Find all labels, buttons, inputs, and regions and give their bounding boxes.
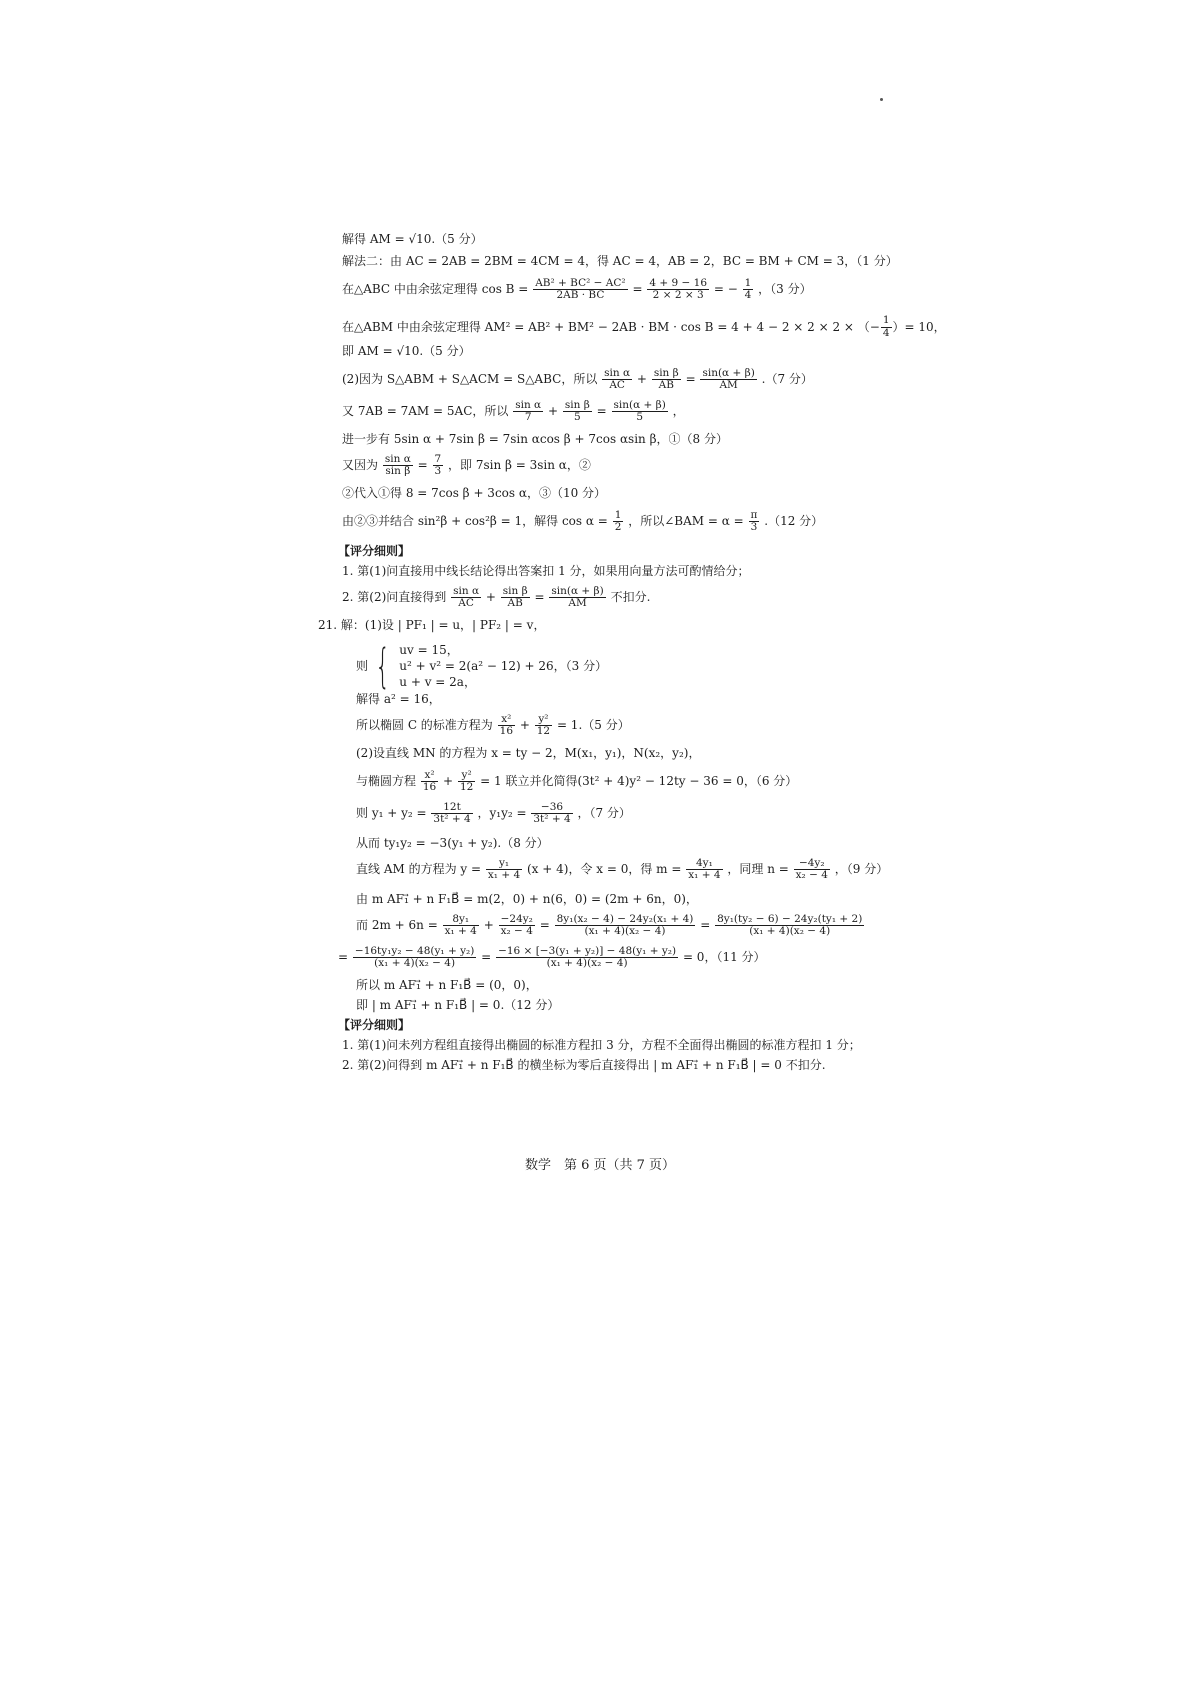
line-eq-1: 进一步有 5sin α + 7sin β = 7sin αcos β + 7cos αsin β，①（8 分） xyxy=(342,432,728,446)
grading-item-2b: 2. 第(2)问得到 m AF₁⃗ + n F₁B⃗ 的横坐标为零后直接得出 | m AF₁⃗ + n F₁B⃗ | = 0 不扣分. xyxy=(342,1058,826,1072)
line-am-squared: 在△ABM 中由余弦定理得 AM² = AB² + BM² − 2AB · BM · cos B = 4 + 4 − 2 × 2 × 2 × （− $\frac{1}{4}$ ）= 10， xyxy=(342,314,946,339)
fraction: $\frac{\text{sin α}}{7}$ xyxy=(515,399,542,424)
grading-item-1a: 1. 第(1)问直接用中线长结论得出答案扣 1 分，如果用向量方法可酌情给分； xyxy=(342,564,750,578)
line-angle-result: 由②③并结合 sin²β + cos²β = 1，解得 cos α = $\frac{1}{2}$ ，所以∠BAM = α = $\frac{\pi}{3}$ .（12 分） xyxy=(342,509,824,534)
fraction: $\frac{\text{sin β}}{AB}$ xyxy=(653,367,679,392)
line-magnitude-zero: 即 | m AF₁⃗ + n F₁B⃗ | = 0.（12 分） xyxy=(356,998,560,1012)
line-2m-6n: 而 2m + 6n = $\frac{\text{8y₁}}{\text{x₁ + 4}}$ + $\frac{\text{−24y₂}}{\text{x₂ − 4}}$ = $\frac{\text{8y₁(x₂ − 4) − 24y₂(x₁ + 4)}}{\text{(x₁ + 4)(x₂ − 4)}}$ = $\frac{\text{8y₁(ty₂ − 6) − 24y₂(ty₁ + 2)}}{\text{(x₁ + 4)(x₂ − 4)}}$ xyxy=(356,913,863,938)
page-footer: 数学 第 6 页（共 7 页） xyxy=(524,1158,676,1173)
fraction: $\frac{\text{AB² + BC² − AC²}}{2AB \cdot BC}$ xyxy=(535,277,626,302)
left-brace-icon: { xyxy=(375,639,390,693)
fraction: $\frac{\text{−16ty₁y₂ − 48(y₁ + y₂)}}{\text{(x₁ + 4)(x₂ − 4)}}$ xyxy=(354,945,475,970)
question-21-heading: 21. 解：(1)设 | PF₁ | = u，| PF₂ | = v， xyxy=(318,618,546,632)
line-simplify: = $\frac{\text{−16ty₁y₂ − 48(y₁ + y₂)}}{\text{(x₁ + 4)(x₂ − 4)}}$ = $\frac{\text{−16 × [−3(y₁ + y₂)] − 48(y₁ + y₂)}}{\text{(x₁ + 4)(x₂ − 4)}}$ = 0，（11 分） xyxy=(338,945,766,970)
fraction: $\frac{\text{y²}}{12}$ xyxy=(536,713,551,738)
fraction: $\frac{1}{4}$ xyxy=(882,314,890,339)
line-method-two: 解法二：由 AC = 2AB = 2BM = 4CM = 4，得 AC = 4，AB = 2，BC = BM + CM = 3，（1 分） xyxy=(342,254,898,268)
line-am-result-1: 解得 AM = √10.（5 分） xyxy=(342,232,483,246)
line-mn-setup: (2)设直线 MN 的方程为 x = ty − 2，M(x₁，y₁)，N(x₂，y₂)， xyxy=(356,746,701,760)
fraction: $\frac{\text{sin β}}{5}$ xyxy=(564,399,590,424)
fraction: $\frac{\text{8y₁}}{\text{x₁ + 4}}$ xyxy=(444,913,477,938)
solution-body xyxy=(318,232,946,1078)
equation-system: 则 { uv = 15， u² + v² = 2(a² − 12) + 26，（3 分） u + v = 2a， xyxy=(356,639,608,693)
fraction: $\frac{\text{4y₁}}{\text{x₁ + 4}}$ xyxy=(688,857,721,882)
fraction: $\frac{\text{x²}}{16}$ xyxy=(499,713,514,738)
fraction: $\frac{-36}{\text{3t² + 4}}$ xyxy=(533,801,571,826)
grading-item-2a: 1. 第(1)问未列方程组直接得出椭圆的标准方程扣 3 分，方程不全面得出椭圆的标准方程扣 1 分； xyxy=(342,1038,861,1052)
line-eq-3: ②代入①得 8 = 7cos β + 3cos α，③（10 分） xyxy=(342,486,607,500)
fraction: $\frac{\text{y₁}}{\text{x₁ + 4}}$ xyxy=(487,857,521,882)
line-vieta: 则 y₁ + y₂ = $\frac{12t}{\text{3t² + 4}}$ ，y₁y₂ = $\frac{-36}{\text{3t² + 4}}$ ，（7 分） xyxy=(356,801,631,826)
line-ty-relation: 从而 ty₁y₂ = −3(y₁ + y₂).（8 分） xyxy=(356,836,549,850)
line-am-equation: 直线 AM 的方程为 y = $\frac{\text{y₁}}{\text{x₁ + 4}}$ (x + 4)，令 x = 0，得 m = $\frac{\text{4y₁}}{\text{x₁ + 4}}$ ，同理 n = $\frac{\text{−4y₂}}{\text{x₂ − 4}}$ ，（9 分） xyxy=(356,857,889,882)
fraction: $\frac{\sin(\alpha + \beta)}{5}$ xyxy=(613,399,666,424)
fraction: $\frac{\text{sin α}}{\text{sin β}}$ xyxy=(384,453,411,478)
fraction: $\frac{12t}{\text{3t² + 4}}$ xyxy=(433,801,471,826)
fraction: $\frac{\text{−4y₂}}{\text{x₂ − 4}}$ xyxy=(795,857,828,882)
fraction: $\frac{\pi}{3}$ xyxy=(750,509,758,534)
line-zero-vector: 所以 m AF₁⃗ + n F₁B⃗ = (0，0)， xyxy=(356,978,538,992)
fraction: $\frac{4 + 9 - 16}{2 \times 2 \times 3}$ xyxy=(649,277,708,302)
fraction: $\frac{\sin(\alpha + \beta)}{AM}$ xyxy=(702,367,755,392)
fraction: $\frac{\text{sin α}}{AC}$ xyxy=(604,367,631,392)
line-ratio: 又 7AB = 7AM = 5AC，所以 $\frac{\text{sin α}}{7}$ + $\frac{\text{sin β}}{5}$ = $\frac{\sin(\alpha + \beta)}{5}$ ， xyxy=(342,399,685,424)
line-area-sum: (2)因为 S△ABM + S△ACM = S△ABC，所以 $\frac{\text{sin α}}{AC}$ + $\frac{\text{sin β}}{AB}$ = $\frac{\sin(\alpha + \beta)}{AM}$ .（7 分） xyxy=(342,367,813,392)
line-am-result-2: 即 AM = √10.（5 分） xyxy=(342,344,471,358)
scan-speck xyxy=(880,98,883,101)
fraction: $\frac{\text{−24y₂}}{\text{x₂ − 4}}$ xyxy=(500,913,533,938)
line-eq-2: 又因为 $\frac{\text{sin α}}{\text{sin β}}$ = $\frac{7}{3}$ ，即 7sin β = 3sin α，② xyxy=(342,453,591,478)
fraction: $\frac{\sin(\alpha + \beta)}{AM}$ xyxy=(551,585,604,610)
fraction: $\frac{\text{y²}}{12}$ xyxy=(459,769,474,794)
fraction: $\frac{1}{4}$ xyxy=(744,277,752,302)
fraction: $\frac{\text{sin β}}{AB}$ xyxy=(502,585,528,610)
grading-header-2: 【评分细则】 xyxy=(338,1018,411,1032)
grading-item-1b: 2. 第(2)问直接得到 $\frac{\text{sin α}}{AC}$ + $\frac{\text{sin β}}{AB}$ = $\frac{\sin(\alpha + \beta)}{AM}$ 不扣分. xyxy=(342,585,651,610)
fraction: $\frac{\text{sin α}}{AC}$ xyxy=(453,585,480,610)
line-vector-sum: 由 m AF₁⃗ + n F₁B⃗ = m(2，0) + n(6，0) = (2m + 6n，0)， xyxy=(356,892,698,906)
line-ellipse-equation: 所以椭圆 C 的标准方程为 $\frac{\text{x²}}{16}$ + $\frac{\text{y²}}{12}$ = 1.（5 分） xyxy=(356,713,630,738)
fraction: $\frac{1}{2}$ xyxy=(614,509,622,534)
fraction: $\frac{\text{x²}}{16}$ xyxy=(422,769,437,794)
fraction: $\frac{\text{8y₁(ty₂ − 6) − 24y₂(ty₁ + 2)}}{\text{(x₁ + 4)(x₂ − 4)}}$ xyxy=(717,913,863,938)
line-combined-equation: 与椭圆方程 $\frac{\text{x²}}{16}$ + $\frac{\text{y²}}{12}$ = 1 联立并化简得(3t² + 4)y² − 12ty − 36 = 0，（6 分） xyxy=(356,769,798,794)
fraction: $\frac{\text{8y₁(x₂ − 4) − 24y₂(x₁ + 4)}}{\text{(x₁ + 4)(x₂ − 4)}}$ xyxy=(556,913,694,938)
line-a-squared: 解得 a² = 16， xyxy=(356,692,441,706)
line-cos-b: 在△ABC 中由余弦定理得 cos B = $\frac{\text{AB² + BC² − AC²}}{2AB \cdot BC}$ = $\frac{4 + 9 - 16}{2 \times 2 \times 3}$ = − $\frac{1}{4}$ ，（3 分） xyxy=(342,277,812,302)
grading-header-1: 【评分细则】 xyxy=(338,544,411,558)
fraction: $\frac{\text{−16 × [−3(y₁ + y₂)] − 48(y₁ + y₂)}}{\text{(x₁ + 4)(x₂ − 4)}}$ xyxy=(498,945,677,970)
fraction: $\frac{7}{3}$ xyxy=(434,453,442,478)
